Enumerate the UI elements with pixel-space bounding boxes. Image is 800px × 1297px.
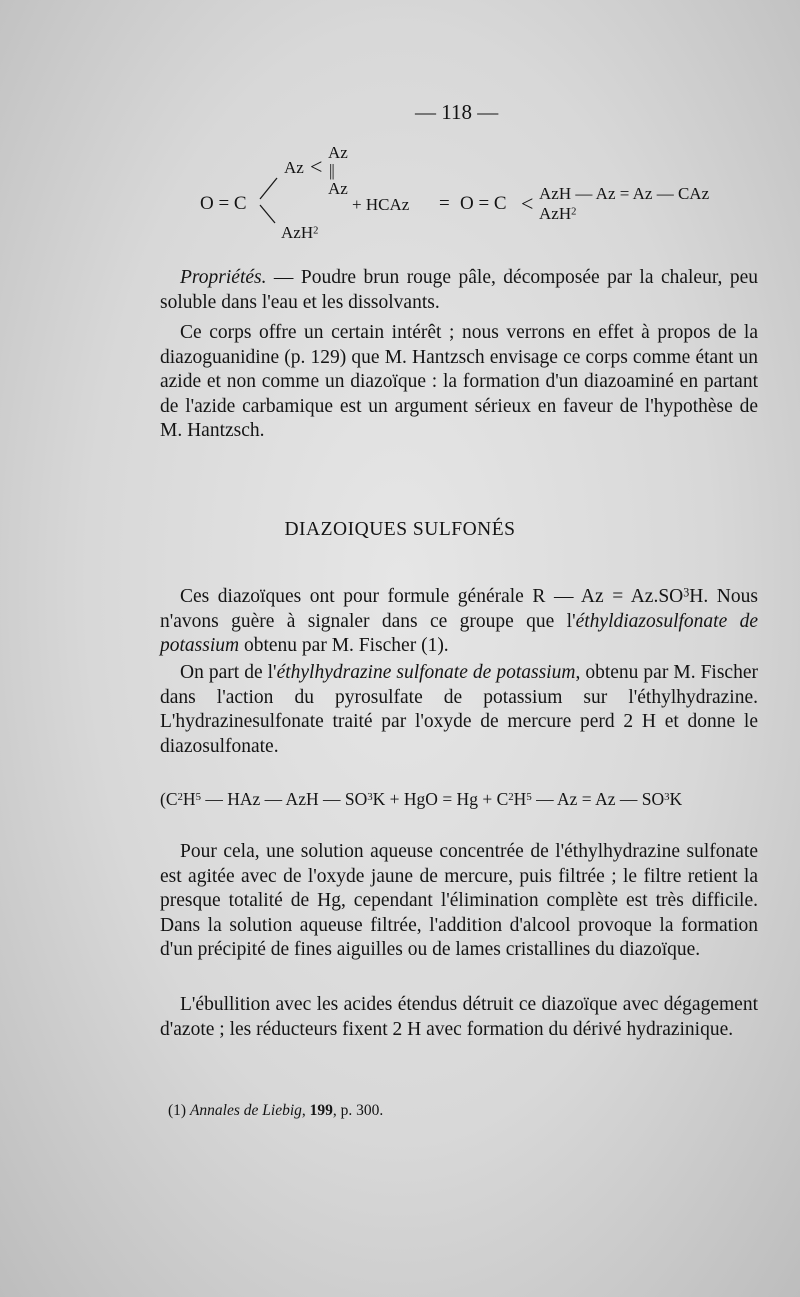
formula-double-bond: || xyxy=(329,161,334,180)
formula-az-left: Az xyxy=(284,158,304,177)
formula-equals: = xyxy=(439,193,450,214)
footnote: (1) Annales de Liebig, 199, p. 300. xyxy=(168,1102,384,1119)
paragraph-interest: Ce corps offre un certain intérêt ; nous verrons en effet à propos de la diazoguanidine (p. 129) que M. Hantzsch envisage ce corps comme étant un azide et non comme un diazoïque : la formation d'un diazoaminé en partant de l'azide carbamique est un argument sérieux en faveur de l'hypothèse de M. Hantzsch. xyxy=(160,322,758,442)
bond-down xyxy=(260,205,275,223)
paragraph-properties xyxy=(160,266,758,315)
formula-plus-hcaz: + HCAz xyxy=(352,195,410,214)
page-number: — 118 — xyxy=(415,100,499,124)
paragraph-ebullition: L'ébullition avec les acides étendus détruit ce diazoïque avec dégagement d'azote ; les réducteurs fixent 2 H avec formation du dérivé hydrazinique. xyxy=(160,994,758,1040)
properties-lead: Propriétés. xyxy=(180,267,267,288)
formula-o-eq-c-left: O = C xyxy=(200,193,247,214)
paragraph-general-formula: Ces diazoïques ont pour formule générale R — $Az = Az.SO^3H$. Nous n'avons guère à signaler dans ce groupe que l'éthyldiazosulfonate de potassium obtenu par M. Fischer (1). xyxy=(160,585,759,657)
paragraph-preparation: On part de l'éthylhydrazine sulfonate de potassium, obtenu par M. Fischer dans l'action du pyrosulfate de potassium sur l'éthylhydrazine. L'hydrazinesulfonate traité par l'oxyde de mercure perd 2 H et donne le diazosulfonate. xyxy=(160,662,758,757)
properties-text: — Poudre brun rouge pâle, décomposée par la chaleur, peu soluble dans l'eau et les dissolvants. xyxy=(160,267,758,313)
formula-az-top: Az xyxy=(328,143,348,162)
paragraph-procedure: Pour cela, une solution aqueuse concentrée de l'éthylhydrazine sulfonate est agitée avec de l'oxyde jaune de mercure, puis filtrée ; le filtre retient la presque totalité de Hg, cependant l'élimination complète est très difficile. Dans la solution aqueuse filtrée, l'addition d'alcool provoque la formation d'un précipité de fines aiguilles ou de lames cristallines du diazoïque. xyxy=(160,841,758,961)
formula-az-bottom: Az xyxy=(328,179,348,198)
formula-azh2-left: AzH$^2$ xyxy=(281,223,319,242)
formula-lt-right: < xyxy=(521,191,534,216)
formula-right-top: AzH — Az = Az — CAz xyxy=(539,184,710,203)
formula-o-eq-c-right: O = C xyxy=(460,193,507,214)
section-heading: DIAZOIQUES SULFONÉS xyxy=(284,519,516,540)
formula-lt: < xyxy=(310,154,323,179)
compound-name-italic: éthyldiazosulfonate de potassium xyxy=(160,610,759,657)
bond-up xyxy=(260,178,277,199)
formula-right-bottom: AzH$^2$ xyxy=(539,204,577,223)
reaction-equation: ($C^2H^5$ — HAz — AzH — $SO^3K$ + HgO = $Hg + C^2H^5$ — Az = Az — $SO^3K$ xyxy=(160,789,683,809)
formula-bond-lines xyxy=(255,175,285,230)
reagent-name-italic: éthylhydrazine sulfonate de potassium xyxy=(276,662,576,683)
